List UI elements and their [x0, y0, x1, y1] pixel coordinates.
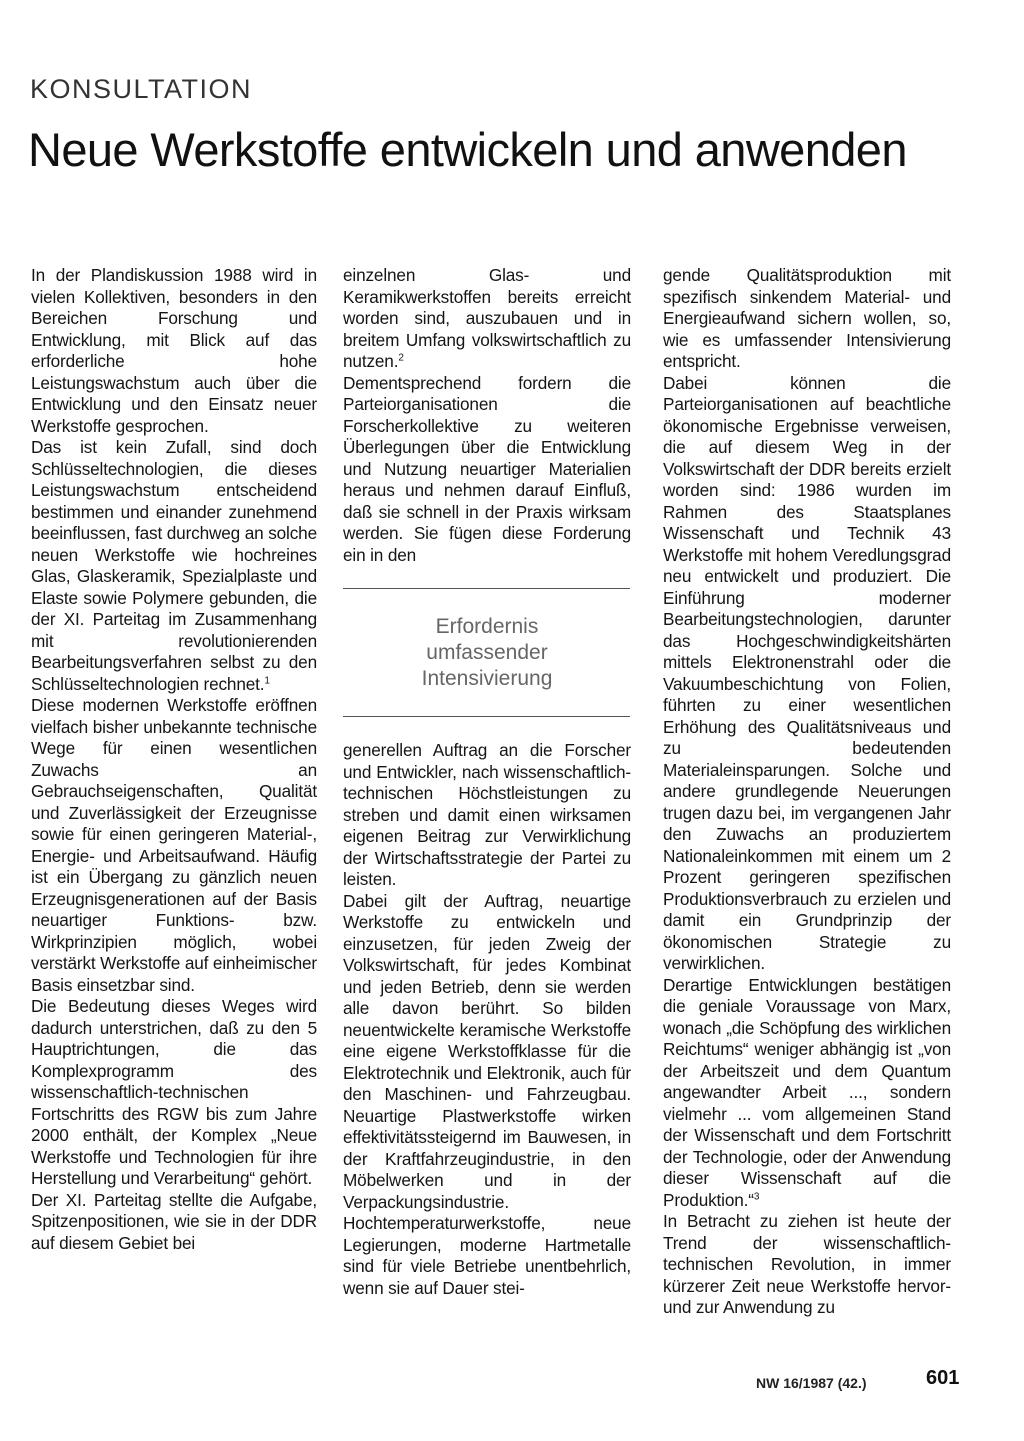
footnote-mark: 3 — [753, 1190, 760, 1202]
paragraph: Dabei können die Parteiorganisationen auf beachtliche ökonomische Ergebnisse verweisen, die auf diesem Weg in der Volkswirtschaft der DDR bereits erzielt worden sind: 1986 wurden im Rahmen des Staatsplanes Wissenschaft und Technik 43 Werkstoffe mit hohem Veredlungsgrad neu entwickelt und produziert. Die Einführung moderner Bearbeitungstechnologien, darunter das Hochgeschwindigkeitshärten mittels Elektronenstrahl oder die Vakuumbeschichtung von Folien, führten zu einer wesentlichen Erhöhung des Qualitätsniveaus und zu bedeutenden Materialeinsparungen. Solche und andere grundlegende Neuerungen trugen dazu bei, im vergangenen Jahr den Zuwachs an produziertem Nationaleinkommen mit einem um 2 Prozent geringeren spezifischen Produktionsverbrauch zu erzielen und damit ein Grundprinzip der ökonomischen Strategie zu verwirklichen. — [663, 372, 951, 973]
footnote-mark: 1 — [264, 674, 270, 686]
pullquote-rule-bottom — [343, 716, 630, 717]
pullquote-line: Erfordernis — [435, 615, 539, 638]
paragraph: Das ist kein Zufall, sind doch Schlüsseltechnologien, die dieses Leistungswachstum entscheidend bestimmen und einander zunehmend beeinflussen, fast durchweg an solche neuen Werkstoffe wie hochreines Glas, Glaskeramik, Spezialplaste und Elaste sowie Polymere gebunden, die der XI. Parteitag im Zusammenhang mit revolutionierenden Bearbeitungsverfahren selbst zu den Schlüsseltechnologien rechnet.$^1$ — [31, 437, 317, 694]
footnote-mark: 2 — [398, 352, 404, 364]
section-kicker: KONSULTATION — [30, 74, 253, 104]
pullquote-line: umfassender — [426, 641, 548, 664]
paragraph: Dabei gilt der Auftrag, neuartige Werkstoffe zu entwickeln und einzusetzen, für jeden Zweig der Volkswirtschaft, für jedes Kombinat und jeden Betrieb, denn sie werden alle davon berührt. So bilden neuentwickelte keramische Werkstoffe eine eigene Werkstoffklasse für die Elektrotechnik und Elektronik, auch für den Maschinen- und Fahrzeugbau. Neuartige Plastwerkstoffe wirken effektivitätssteigernd im Bauwesen, in der Kraftfahrzeugindustrie, in den Möbelwerken und in der Verpackungsindustrie. Hochtemperaturwerkstoffe, neue Legierungen, moderne Hartmetalle sind für viele Betriebe unentbehrlich, wenn sie auf Dauer stei- — [343, 890, 631, 1298]
paragraph: generellen Auftrag an die Forscher und Entwickler, nach wissenschaftlich-technischen Höchstleistungen zu streben und damit einen wirksamen eigenen Beitrag zur Verwirklichung der Wirtschaftsstrategie der Partei zu leisten. — [343, 740, 631, 889]
column-2-bottom — [343, 740, 631, 1299]
issue-reference: NW 16/1987 (42.) — [756, 1375, 867, 1391]
column-2-top — [343, 265, 631, 566]
paragraph: In Betracht zu ziehen ist heute der Trend der wissenschaftlich-technischen Revolution, in immer kürzerer Zeit neue Werkstoffe hervor- und zur Anwendung zu — [663, 1211, 951, 1317]
paragraph: Derartige Entwicklungen bestätigen die geniale Voraussage von Marx, wonach „die Schöpfung des wirklichen Reichtums“ weniger abhängig ist „von der Arbeitszeit und dem Quantum angewandter Arbeit ..., sondern vielmehr ... vom allgemeinen Stand der Wissenschaft und dem Fortschritt der Technologie, oder der Anwendung dieser Wissenschaft auf die Produktion.“$^3$ — [663, 974, 951, 1210]
paragraph: Die Bedeutung dieses Weges wird dadurch unterstrichen, daß zu den 5 Hauptrichtungen, die das Komplexprogramm des wissenschaftlich-technischen Fortschritts des RGW bis zum Jahre 2000 enthält, der Komplex „Neue Werkstoffe und Technologien für ihre Herstellung und Verarbeitung“ gehört. — [31, 996, 317, 1188]
paragraph: Diese modernen Werkstoffe eröffnen vielfach bisher unbekannte technische Wege für einen wesentlichen Zuwachs an Gebrauchseigenschaften, Qualität und Zuverlässigkeit der Erzeugnisse sowie für einen geringeren Material-, Energie- und Arbeitsaufwand. Häufig ist ein Übergang zu gänzlich neuen Erzeugnisgenerationen auf der Basis neuartiger Funktions- bzw. Wirkprinzipien möglich, wobei verstärkt Werkstoffe auf einheimischer Basis einsetzbar sind. — [31, 695, 317, 995]
column-1 — [31, 265, 317, 1254]
pullquote-line: Intensivierung — [421, 667, 553, 690]
paragraph: In der Plandiskussion 1988 wird in vielen Kollektiven, besonders in den Bereichen Forschung und Entwicklung, mit Blick auf das erforderliche hohe Leistungswachstum auch über die Entwicklung und den Einsatz neuer Werkstoffe gesprochen. — [31, 265, 317, 436]
article-title: Neue Werkstoffe entwickeln und anwenden — [28, 123, 907, 176]
column-3 — [663, 265, 951, 1319]
pullquote-rule-top — [343, 588, 630, 589]
page-number: 601 — [926, 1367, 960, 1389]
paragraph: Der XI. Parteitag stellte die Aufgabe, Spitzenpositionen, wie sie in der DDR auf diesem Gebiet bei — [31, 1189, 317, 1253]
paragraph: einzelnen Glas- und Keramikwerkstoffen bereits erreicht worden sind, auszubauen und in breitem Umfang volkswirtschaftlich zu nutzen.$^2$ — [343, 265, 631, 371]
paragraph: gende Qualitätsproduktion mit spezifisch sinkendem Material- und Energieaufwand sichern wollen, so, wie es umfassender Intensivierung entspricht. — [663, 265, 951, 371]
paragraph: Dementsprechend fordern die Parteiorganisationen die Forscherkollektive zu weiteren Überlegungen über die Entwicklung und Nutzung neuartiger Materialien heraus und nehmen darauf Einfluß, daß sie schnell in der Praxis wirksam werden. Sie fügen diese Forderung ein in den — [343, 372, 631, 565]
pullquote — [343, 614, 631, 692]
